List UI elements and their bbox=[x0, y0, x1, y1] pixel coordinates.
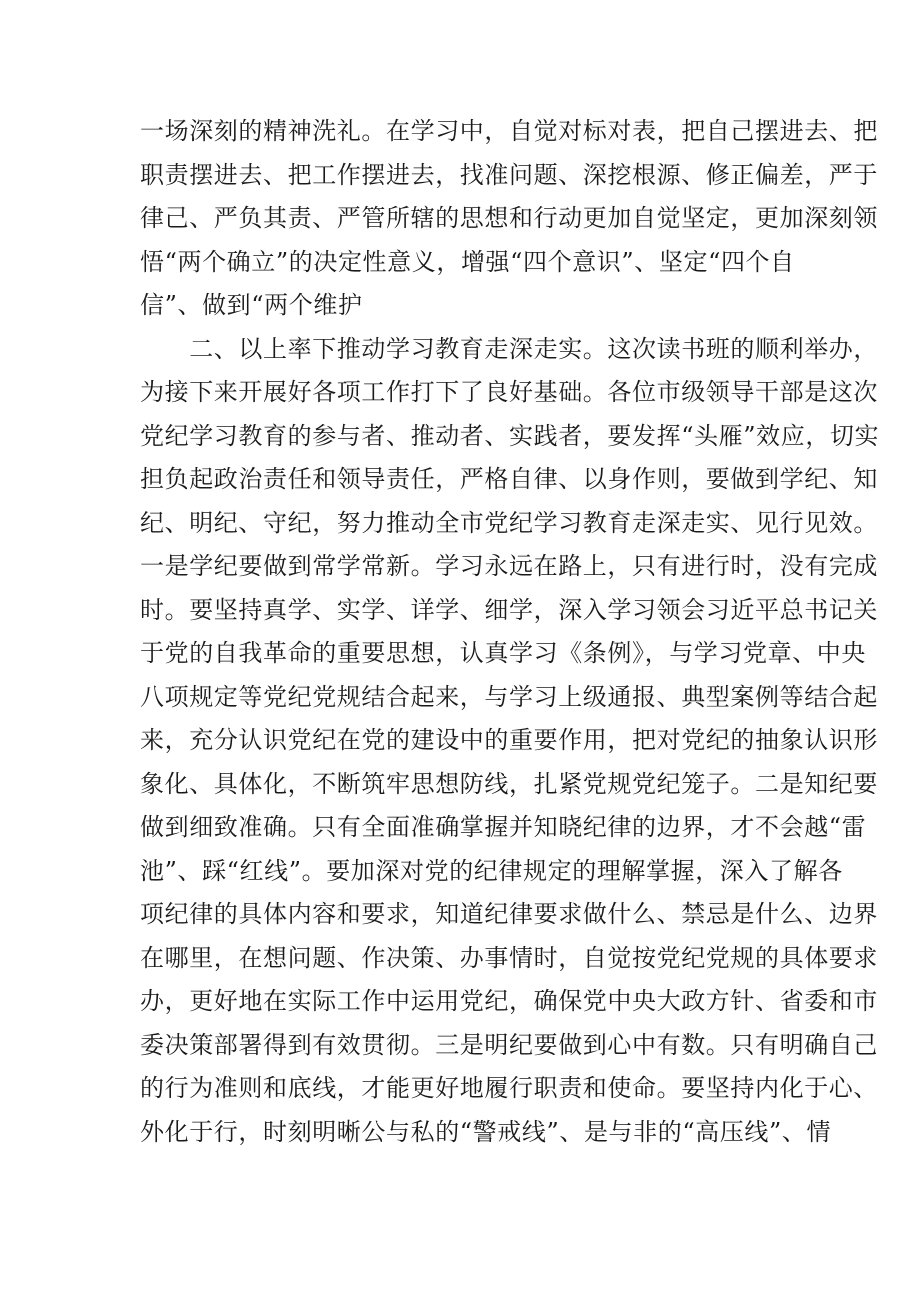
text-line: 担负起政治责任和领导责任，严格自律、以身作则，要做到学纪、知 bbox=[140, 465, 878, 493]
text-line: 为接下来开展好各项工作打下了良好基础。各位市级领导干部是这次 bbox=[140, 378, 878, 406]
text-line: 来，充分认识党纪在党的建设中的重要作用，把对党纪的抽象认识形 bbox=[140, 726, 878, 754]
text-line: 象化、具体化，不断筑牢思想防线，扎紧党规党纪笼子。二是知纪要 bbox=[140, 769, 878, 798]
text-line: 时。要坚持真学、实学、详学、细学，深入学习领会习近平总书记关 bbox=[140, 595, 878, 624]
text-line: 在哪里，在想问题、作决策、办事情时，自觉按党纪党规的具体要求 bbox=[140, 943, 878, 972]
text-line: 做到细致准确。只有全面准确掌握并知晓纪律的边界，才不会越“雷 bbox=[140, 813, 867, 841]
text-line: 外化于行，时刻明晰公与私的“警戒线”、是与非的“高压线”、情 bbox=[140, 1117, 832, 1146]
text-line: 八项规定等党纪党规结合起来，与学习上级通报、典型案例等结合起 bbox=[140, 682, 878, 711]
text-line: 委决策部署得到有效贯彻。三是明纪要做到心中有数。只有明确自己 bbox=[140, 1030, 878, 1059]
text-line: 律己、严负其责、严管所辖的思想和行动更加自觉坚定，更加深刻领 bbox=[140, 204, 878, 232]
text-line: 二、以上率下推动学习教育走深走实。这次读书班的顺利举办， bbox=[140, 334, 878, 363]
text-line: 的行为准则和底线，才能更好地履行职责和使命。要坚持内化于心、 bbox=[140, 1074, 878, 1102]
text-line: 悟“两个确立”的决定性意义，增强“四个意识”、坚定“四个自 bbox=[140, 247, 795, 276]
text-line: 信”、做到“两个维护 bbox=[140, 291, 363, 319]
paragraph-1 bbox=[140, 110, 878, 328]
paragraph-2 bbox=[140, 328, 880, 1155]
text-line: 办，更好地在实际工作中运用党纪，确保党中央大政方针、省委和市 bbox=[140, 987, 878, 1015]
text-line: 一场深刻的精神洗礼。在学习中，自觉对标对表，把自己摆进去、把 bbox=[140, 117, 878, 145]
text-line: 于党的自我革命的重要思想，认真学习《条例》，与学习党章、中央 bbox=[140, 639, 866, 667]
text-line: 一是学纪要做到常学常新。学习永远在路上，只有进行时，没有完成 bbox=[140, 552, 878, 580]
text-line: 纪、明纪、守纪，努力推动全市党纪学习教育走深走实、见行见效。 bbox=[140, 508, 878, 537]
text-line: 党纪学习教育的参与者、推动者、实践者，要发挥“头雁”效应，切实 bbox=[140, 421, 880, 450]
text-line: 项纪律的具体内容和要求，知道纪律要求做什么、禁忌是什么、边界 bbox=[140, 900, 878, 928]
text-line: 职责摆进去、把工作摆进去，找准问题、深挖根源、修正偏差，严于 bbox=[140, 160, 878, 189]
document-body bbox=[140, 110, 880, 1154]
text-line: 池”、踩“红线”。要加深对党的纪律规定的理解掌握，深入了解各 bbox=[140, 856, 843, 885]
